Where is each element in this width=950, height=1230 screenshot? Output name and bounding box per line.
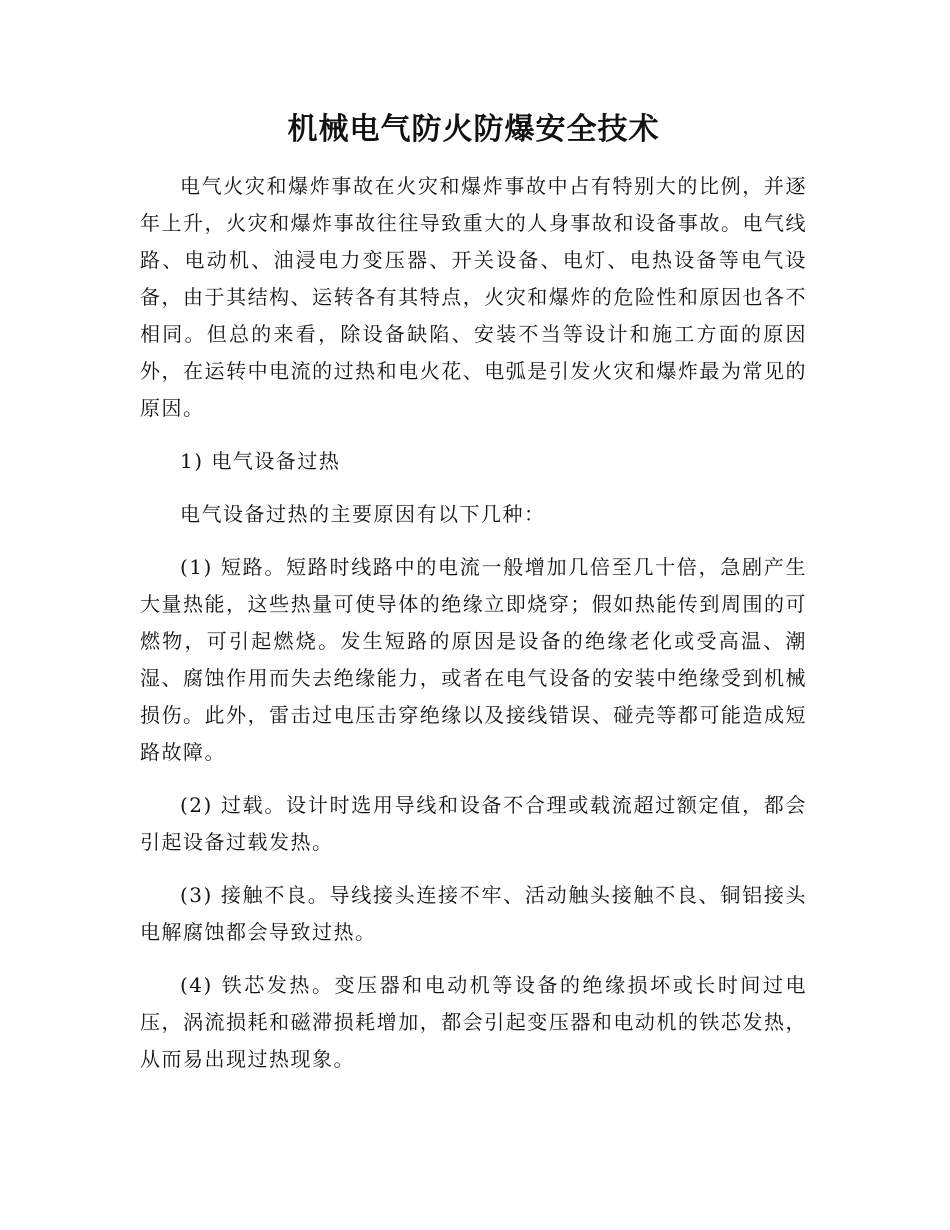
paragraph-overload: (2) 过载。设计时选用导线和设备不合理或载流超过额定值，都会引起设备过载发热。 (140, 793, 807, 854)
paragraph-intro: 电气火灾和爆炸事故在火灾和爆炸事故中占有特别大的比例，并逐年上升，火灾和爆炸事故往往导致重大的人身事故和设备事故。电气线路、电动机、油浸电力变压器、开关设备、电灯、电热设备等电气设备，由于其结构、运转各有其特点，火灾和爆炸的危险性和原因也各不相同。但总的来看，除设备缺陷、安装不当等设计和施工方面的原因外，在运转中电流的过热和电火花、电弧是引发火灾和爆炸最为常见的原因。 (140, 174, 807, 420)
paragraph-core-heating: (4) 铁芯发热。变压器和电动机等设备的绝缘损坏或长时间过电压，涡流损耗和磁滞损耗增加，都会引起变压器和电动机的铁芯发热，从而易出现过热现象。 (140, 973, 807, 1071)
paragraph-causes-intro: 电气设备过热的主要原因有以下几种： (180, 502, 546, 526)
section-heading-overheating: 1) 电气设备过热 (180, 449, 341, 473)
paragraph-short-circuit: (1) 短路。短路时线路中的电流一般增加几倍至几十倍，急剧产生大量热能，这些热量可使导体的绝缘立即烧穿；假如热能传到周围的可燃物，可引起燃烧。发生短路的原因是设备的绝缘老化或受高温、潮湿、腐蚀作用而失去绝缘能力，或者在电气设备的安装中绝缘受到机械损伤。此外，雷击过电压击穿绝缘以及接线错误、碰壳等都可能造成短路故障。 (140, 555, 807, 764)
paragraph-poor-contact: (3) 接触不良。导线接头连接不牢、活动触头接触不良、铜铝接头电解腐蚀都会导致过热。 (140, 883, 807, 944)
document-page (140, 110, 807, 1094)
page-title: 机械电气防火防爆安全技术 (287, 112, 660, 147)
